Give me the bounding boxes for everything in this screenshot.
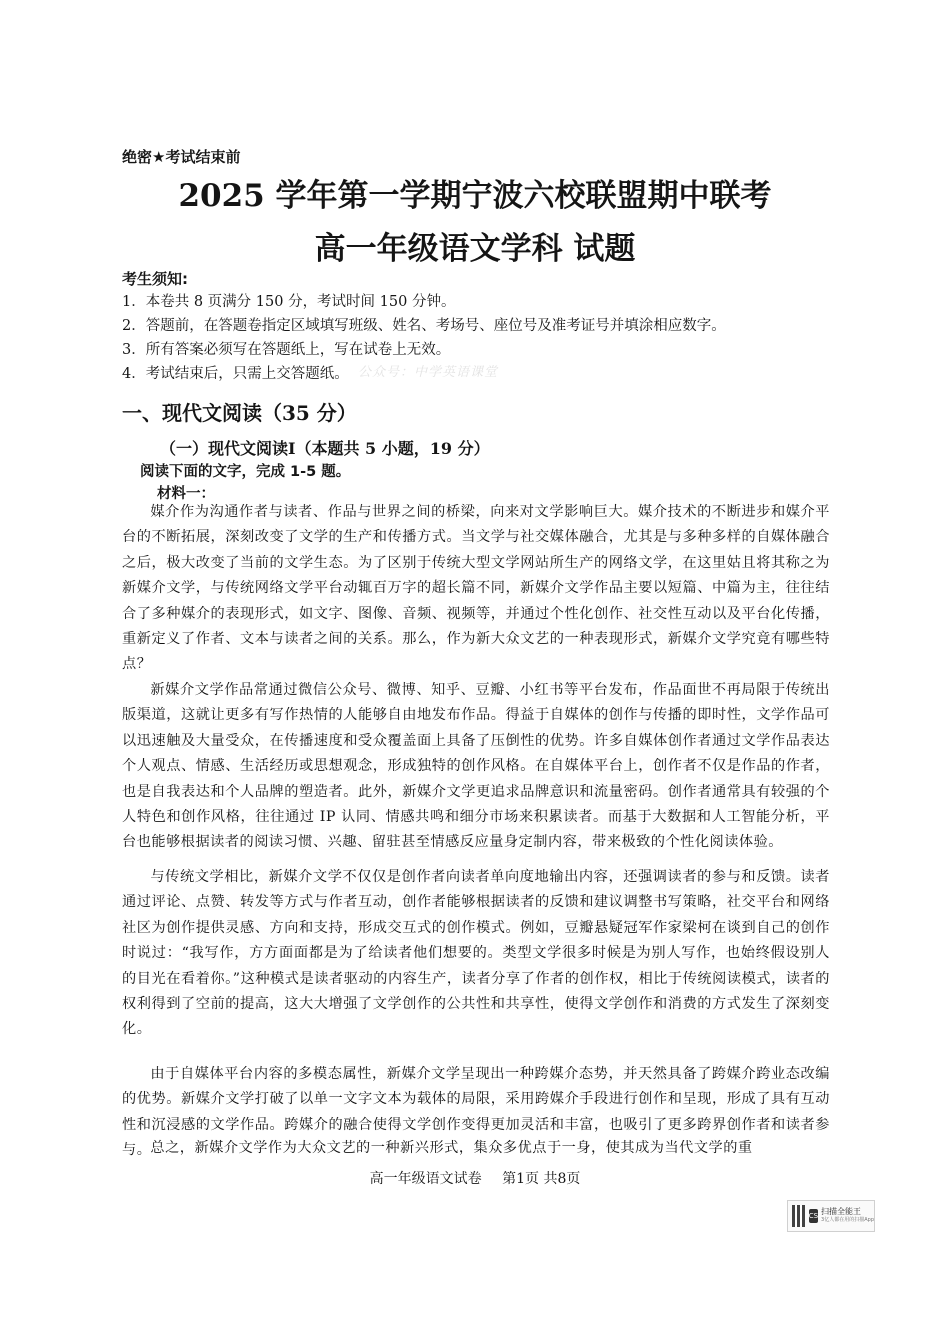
reading-instruction: 阅读下面的文字，完成 1-5 题。	[140, 464, 351, 480]
notice-item: 2．答题前，在答题卷指定区域填写班级、姓名、考场号、座位号及准考证号并填涂相应数字。	[122, 318, 726, 334]
passage-paragraph: 媒介作为沟通作者与读者、作品与世界之间的桥梁，向来对文学影响巨大。媒介技术的不断进步和媒介平台的不断拓展，深刻改变了文学的生产和传播方式。当文学与社交媒体融合，尤其是与多种多样的自媒体融合之后，极大改变了当前的文学生态。为了区别于传统大型文学网站所生产的网络文学，在这里姑且将其称之为新媒介文学，与传统网络文学平台动辄百万字的超长篇不同，新媒介文学作品主要以短篇、中篇为主，往往结合了多种媒介的表现形式，如文字、图像、音频、视频等，并通过个性化创作、社交性互动以及平台化传播，重新定义了作者、文本与读者之间的关系。那么，作为新大众文艺的一种表现形式，新媒介文学究竟有哪些特点？	[122, 504, 830, 673]
passage-paragraph: 总之，新媒介文学作为大众文艺的一种新兴形式，集众多优点于一身，使其成为当代文学的重	[150, 1140, 753, 1156]
notice-item: 1．本卷共 8 页满分 150 分，考试时间 150 分钟。	[122, 294, 456, 310]
page-footer	[0, 1168, 950, 1188]
section-title: 一、现代文阅读（35 分）	[122, 401, 357, 425]
qr-code-icon	[792, 1205, 805, 1227]
material-label: 材料一：	[157, 486, 215, 502]
passage-paragraph: 与传统文学相比，新媒介文学不仅仅是创作者向读者单向度地输出内容，还强调读者的参与和反馈。读者通过评论、点赞、转发等方式与作者互动，创作者能够根据读者的反馈和建议调整书写策略，社交平台和网络社区为创作提供灵感、方向和支持，形成交互式的创作模式。例如，豆瓣悬疑冠军作家梁柯在谈到自己的创作时说过：“我写作，方方面面都是为了给读者他们想要的。类型文学很多时候是为别人写作，也始终假设别人的目光在看着你。”这种模式是读者驱动的内容生产，读者分享了作者的创作权，相比于传统阅读模式，读者的权利得到了空前的提高，这大大增强了文学创作的公共性和共享性，使得文学创作和消费的方式发生了深刻变化。	[122, 869, 830, 1038]
footer-exam-name: 高一年级语文试卷	[369, 1171, 482, 1187]
camscanner-logo-icon: CS	[809, 1209, 818, 1223]
notice-heading: 考生须知:	[122, 270, 188, 288]
part-title: （一）现代文阅读Ⅰ（本题共 5 小题，19 分）	[160, 439, 490, 458]
scanner-tagline: 3亿人都在用的扫描App	[821, 1217, 874, 1223]
footer-page-info: 第1页 共8页	[502, 1171, 581, 1187]
notice-item: 4．考试结束后，只需上交答题纸。	[122, 366, 349, 382]
passage-paragraph: 由于自媒体平台内容的多模态属性，新媒介文学呈现出一种跨媒介态势，并天然具备了跨媒介跨业态改编的优势。新媒介文学打破了以单一文字文本为载体的局限，采用跨媒介手段进行创作和呈现，形成了具有互动性和沉浸感的文学作品。跨媒介的融合使得文学创作变得更加灵活和丰富，也吸引了更多跨界创作者和读者参与。	[122, 1066, 830, 1159]
watermark: 公众号：中学英语课堂	[358, 365, 499, 380]
scanner-badge	[787, 1200, 875, 1232]
exam-title: 2025 学年第一学期宁波六校联盟期中联考	[178, 178, 772, 214]
scanner-app-name: 扫描全能王	[821, 1207, 862, 1216]
notice-item: 3．所有答案必须写在答题纸上，写在试卷上无效。	[122, 342, 451, 358]
passage-paragraph: 新媒介文学作品常通过微信公众号、微博、知乎、豆瓣、小红书等平台发布，作品面世不再局限于传统出版渠道，这就让更多有写作热情的人能够自由地发布作品。得益于自媒体的创作与传播的即时性，文学作品可以迅速触及大量受众，在传播速度和受众覆盖面上具备了压倒性的优势。许多自媒体创作者通过文学作品表达个人观点、情感、生活经历或思想观念，形成独特的创作风格。在自媒体平台上，创作者不仅是作品的作者，也是自我表达和个人品牌的塑造者。此外，新媒介文学更追求品牌意识和流量密码。创作者通常具有较强的个人特色和创作风格，往往通过 IP 认同、情感共鸣和细分市场来积累读者。而基于大数据和人工智能分析，平台也能够根据读者的阅读习惯、兴趣、留驻甚至情感反应量身定制内容，带来极致的个性化阅读体验。	[122, 682, 830, 851]
confidential-label: 绝密★考试结束前	[122, 148, 241, 166]
exam-subtitle: 高一年级语文学科 试题	[314, 231, 636, 267]
